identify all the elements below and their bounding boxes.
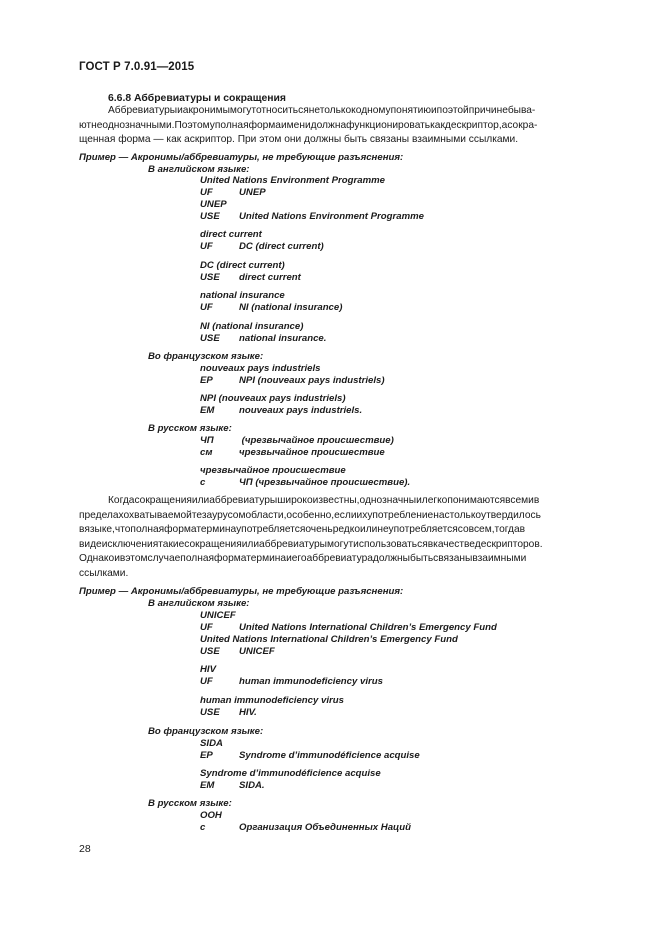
paragraph-line: ссылками.	[79, 567, 129, 579]
word: виде	[79, 538, 102, 550]
thesaurus-reference	[200, 676, 383, 688]
word: тезаурусом	[191, 509, 246, 521]
word: легко	[421, 495, 448, 506]
word: его	[291, 553, 307, 564]
language-label-en: В английском языке:	[148, 598, 250, 609]
word: такие	[158, 538, 185, 550]
word: употребление	[367, 509, 434, 521]
thesaurus-entry: DC (direct current)	[200, 260, 285, 271]
word: всеми	[505, 495, 534, 506]
language-label-en: В английском языке:	[148, 164, 250, 175]
word: полная	[130, 524, 165, 535]
word: акронимы	[182, 105, 230, 116]
thesaurus-entry: UNEP	[200, 199, 227, 210]
word: тогда	[494, 524, 520, 535]
reference-tag: UF	[200, 676, 213, 687]
thesaurus-reference	[200, 333, 326, 345]
reference-tag: EP	[200, 375, 213, 386]
language-label-fr: Во французском языке:	[148, 726, 264, 737]
word: быва-	[507, 105, 536, 116]
word: полная	[214, 119, 249, 131]
word: этом	[125, 553, 148, 564]
word: ют	[79, 119, 92, 131]
word: термина	[196, 524, 237, 535]
word: пределах	[79, 509, 124, 521]
word: и	[286, 553, 292, 564]
word: широко	[277, 495, 313, 506]
thesaurus-entry: ООН	[200, 810, 222, 821]
word: редко	[332, 524, 360, 535]
reference-tag: с	[200, 477, 206, 488]
paragraph-line	[79, 523, 613, 538]
thesaurus-reference	[200, 302, 342, 314]
thesaurus-reference	[200, 187, 266, 199]
paragraph-line	[79, 509, 613, 524]
word: их	[356, 509, 368, 521]
word: к	[351, 105, 356, 116]
word: известны,	[312, 495, 360, 506]
reference-value: human immunodeficiency virus	[239, 676, 383, 687]
reference-value: DC (direct current)	[239, 241, 324, 252]
word: связаны	[433, 553, 473, 564]
reference-value: Организация Объединенных Наций	[239, 822, 411, 833]
word: форма	[164, 524, 197, 535]
reference-value: NPI (nouveaux pays industriels)	[239, 375, 385, 386]
reference-value: SIDA.	[239, 780, 265, 791]
word: охватываемой	[123, 509, 192, 521]
word: должна	[310, 119, 347, 131]
word: только	[319, 105, 352, 116]
reference-tag: USE	[200, 211, 220, 222]
word: а	[501, 119, 508, 131]
word: дескриптор,	[444, 119, 502, 131]
word: области,	[245, 509, 287, 521]
thesaurus-reference	[200, 405, 362, 417]
word: аббревиатура	[306, 553, 373, 564]
reference-value: NI (national insurance)	[239, 302, 343, 313]
thesaurus-entry: Syndrome d’immunodéficience acquise	[200, 768, 381, 779]
reference-tag: USE	[200, 707, 220, 718]
thesaurus-entry: NPI (nouveaux pays industriels)	[200, 393, 346, 404]
paragraph-intro	[79, 104, 613, 148]
word: не	[308, 105, 320, 116]
thesaurus-entry: national insurance	[200, 290, 285, 301]
reference-tag: UF	[200, 302, 213, 313]
word: неоднозначными.	[91, 119, 175, 131]
word: полная	[180, 553, 215, 564]
word: относиться	[255, 105, 309, 116]
word: аббревиатуры	[209, 495, 278, 506]
word: Когда	[108, 495, 135, 506]
word: в	[533, 495, 540, 506]
reference-tag: USE	[200, 646, 220, 657]
word: или	[191, 495, 210, 506]
word: и	[177, 105, 183, 116]
word: Поэтому	[174, 119, 215, 131]
reference-tag: USE	[200, 333, 220, 344]
paragraph-line	[79, 552, 613, 567]
word: особенно,	[286, 509, 335, 521]
word: настолько	[433, 509, 481, 521]
reference-value: UNEP	[239, 187, 266, 198]
reference-tag: ЧП	[200, 435, 214, 446]
word: не	[377, 524, 389, 535]
example-heading: Пример — Акронимы/аббревиатуры, не требующие разъяснения:	[79, 152, 404, 163]
language-label-ru: В русском языке:	[148, 798, 232, 809]
word: качестве	[433, 538, 475, 550]
word: взаимными	[472, 553, 527, 564]
reference-tag: EM	[200, 405, 215, 416]
word: Однако	[79, 553, 115, 564]
reference-value: national insurance.	[239, 333, 327, 344]
word: употребляется	[236, 524, 306, 535]
thesaurus-entry: United Nations International Children’s Emergency Fund	[200, 634, 458, 645]
word: сокращения	[184, 538, 242, 550]
language-label-ru: В русском языке:	[148, 423, 232, 434]
reference-tag: EM	[200, 780, 215, 791]
paragraph-line	[79, 104, 613, 119]
thesaurus-reference	[200, 622, 497, 634]
word: могут	[327, 538, 354, 550]
word: и	[416, 495, 422, 506]
paragraph-line: щенная форма — как аскриптор. При этом они должны быть связаны взаимными ссылками.	[79, 134, 519, 145]
thesaurus-reference	[200, 272, 301, 284]
paragraph-abbreviations	[79, 494, 613, 581]
thesaurus-entry: United Nations Environment Programme	[200, 175, 385, 186]
word: понятию	[390, 105, 431, 116]
reference-tag: USE	[200, 272, 220, 283]
word: как	[430, 119, 445, 131]
paragraph-line	[79, 119, 613, 134]
thesaurus-reference	[200, 707, 257, 719]
word: по	[436, 105, 448, 116]
thesaurus-reference	[200, 780, 265, 792]
thesaurus-reference	[200, 750, 420, 762]
thesaurus-entry: HIV	[200, 664, 216, 675]
word: что	[114, 524, 131, 535]
language-label-fr: Во французском языке:	[148, 351, 264, 362]
word: сокра-	[507, 119, 538, 131]
word: дескрипторов.	[474, 538, 543, 550]
word: имени	[280, 119, 311, 131]
word: форма	[214, 553, 247, 564]
word: причине	[468, 105, 508, 116]
word: употребляется	[388, 524, 458, 535]
word: термина	[246, 553, 287, 564]
word: совсем,	[457, 524, 495, 535]
section-title: 6.6.8 Аббревиатуры и сокращения	[108, 93, 286, 104]
word: языке,	[84, 524, 115, 535]
document-header: ГОСТ Р 7.0.91—2015	[79, 61, 195, 73]
word: исключения	[101, 538, 159, 550]
word: аббревиатуры	[259, 538, 328, 550]
reference-tag: UF	[200, 241, 213, 252]
reference-value: direct current	[239, 272, 301, 283]
thesaurus-entry: human immunodeficiency virus	[200, 695, 344, 706]
word: должны	[372, 553, 410, 564]
paragraph-line	[79, 538, 613, 553]
word: сокращения	[134, 495, 192, 506]
thesaurus-entry: SIDA	[200, 738, 223, 749]
word: использоваться	[353, 538, 428, 550]
reference-value: United Nations International Children’s Emergency Fund	[239, 622, 497, 633]
thesaurus-reference	[200, 477, 410, 489]
paragraph-line	[79, 494, 613, 509]
word: однозначны	[359, 495, 417, 506]
word: и	[430, 105, 437, 116]
thesaurus-entry: nouveaux pays industriels	[200, 363, 321, 374]
word: или	[241, 538, 260, 550]
thesaurus-reference	[200, 822, 411, 834]
thesaurus-reference	[200, 435, 394, 447]
word: случае	[147, 553, 181, 564]
reference-value: ЧП (чрезвычайное происшествие).	[239, 477, 411, 488]
word: в	[427, 538, 434, 550]
thesaurus-entry: direct current	[200, 229, 262, 240]
page-number: 28	[79, 843, 91, 855]
reference-value: UNICEF	[239, 646, 275, 657]
reference-value: (чрезвычайное происшествие)	[239, 435, 394, 446]
reference-tag: UF	[200, 622, 213, 633]
thesaurus-reference	[200, 447, 385, 459]
reference-value: HIV.	[239, 707, 257, 718]
word: утвердилось	[480, 509, 541, 521]
thesaurus-reference	[200, 646, 275, 658]
reference-tag: EP	[200, 750, 213, 761]
reference-value: United Nations Environment Programme	[239, 211, 424, 222]
word: и	[114, 553, 120, 564]
word: в	[79, 524, 85, 535]
thesaurus-entry: чрезвычайное происшествие	[200, 465, 346, 476]
word: этой	[447, 105, 469, 116]
thesaurus-reference	[200, 375, 385, 387]
word: одному	[355, 105, 391, 116]
word: быть	[410, 553, 434, 564]
word: очень	[305, 524, 333, 535]
word: понимаются	[447, 495, 506, 506]
word: или	[360, 524, 378, 535]
reference-tag: с	[200, 822, 206, 833]
word: могут	[229, 105, 256, 116]
thesaurus-entry: UNICEF	[200, 610, 236, 621]
word: если	[334, 509, 357, 521]
reference-value: nouveaux pays industriels.	[239, 405, 363, 416]
word: Аббревиатуры	[108, 105, 178, 116]
reference-tag: см	[200, 447, 213, 458]
thesaurus-reference	[200, 211, 424, 223]
word: функционировать	[346, 119, 431, 131]
reference-value: чрезвычайное происшествие	[239, 447, 385, 458]
word: форма	[248, 119, 281, 131]
word: в	[519, 524, 526, 535]
word: в	[119, 553, 126, 564]
reference-value: Syndrome d’immunodéficience acquise	[239, 750, 420, 761]
thesaurus-entry: NI (national insurance)	[200, 321, 304, 332]
thesaurus-reference	[200, 241, 324, 253]
example-heading: Пример — Акронимы/аббревиатуры, не требующие разъяснения:	[79, 586, 404, 597]
reference-tag: UF	[200, 187, 213, 198]
